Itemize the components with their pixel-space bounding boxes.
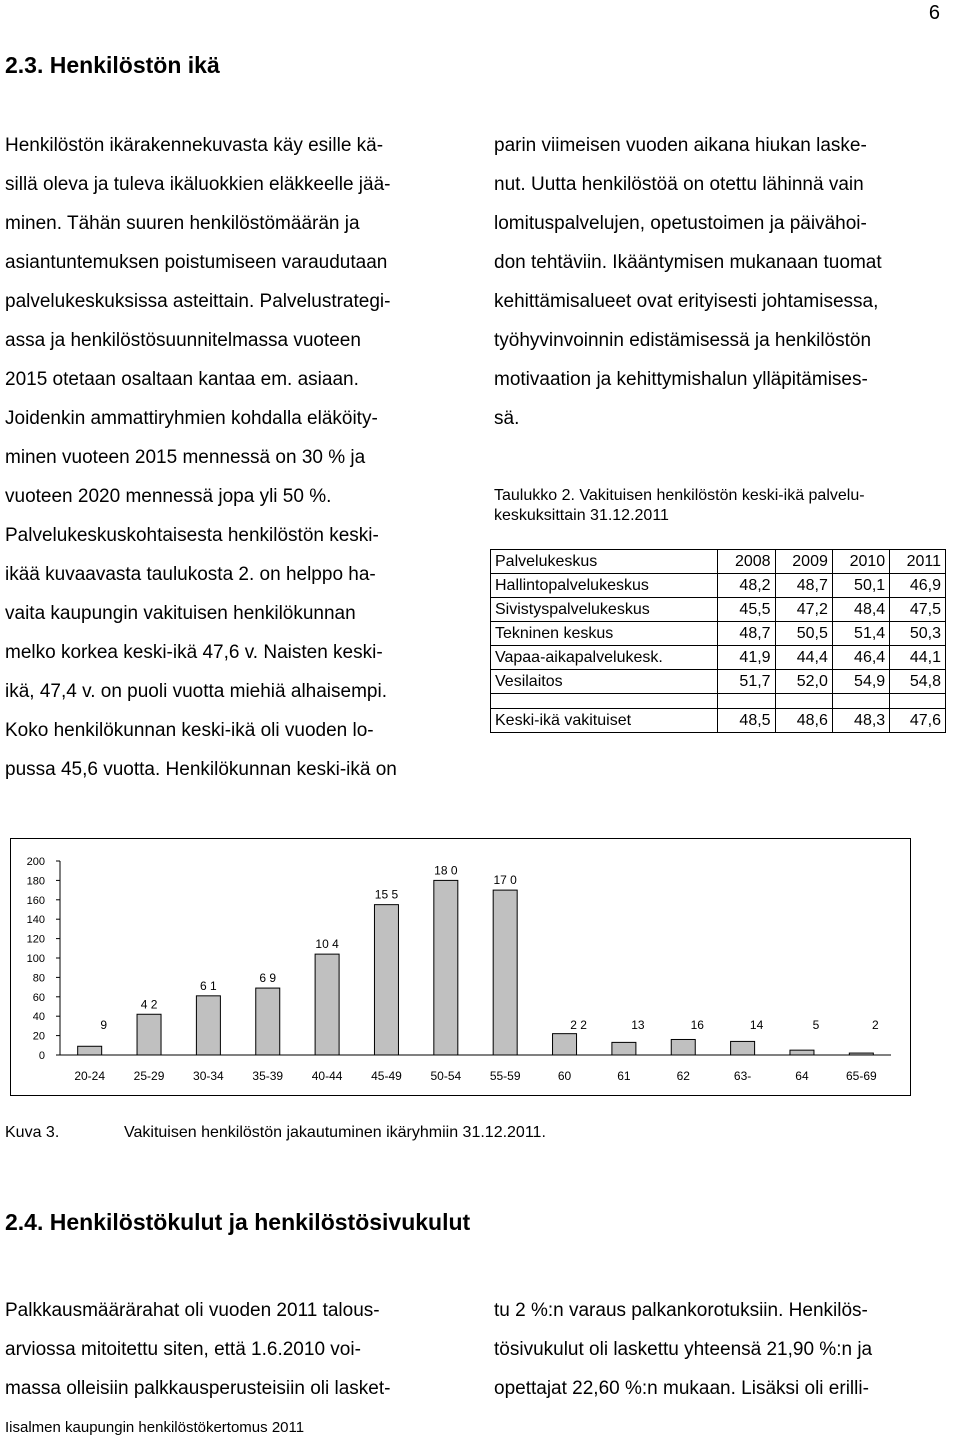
table-cell: 41,9	[718, 646, 775, 670]
text-line: assa ja henkilöstösuunnitelmassa vuoteen	[5, 330, 361, 351]
text-line: melko korkea keski-ikä 47,6 v. Naisten keski-	[5, 642, 383, 663]
y-tick-label: 20	[32, 1030, 45, 1043]
chart-bar	[671, 1039, 695, 1055]
age-distribution-chart	[10, 838, 911, 1096]
table-cell: 47,5	[890, 598, 946, 622]
page-number: 6	[928, 2, 940, 24]
table-header-cell: 2010	[832, 550, 889, 574]
table-cell: 50,1	[832, 574, 889, 598]
table-row	[491, 646, 946, 670]
figure-caption-text: Vakituisen henkilöstön jakautuminen ikäryhmiin 31.12.2011.	[124, 1124, 546, 1141]
table-spacer-row	[491, 694, 946, 709]
age-distribution-chart-svg	[11, 839, 909, 1094]
x-tick-label: 40-44	[311, 1069, 343, 1083]
x-tick-label: 20-24	[74, 1069, 106, 1083]
x-tick-label: 60	[557, 1069, 572, 1083]
text-line: Palvelukeskuskohtaisesta henkilöstön keski-	[5, 525, 379, 546]
table-header-cell: 2011	[890, 550, 946, 574]
chart-bar	[196, 996, 220, 1055]
chart-bar	[849, 1053, 873, 1055]
figure-caption-label: Kuva 3.	[5, 1124, 60, 1141]
page-footer: Iisalmen kaupungin henkilöstökertomus 2011	[5, 1419, 305, 1436]
table-cell: 51,7	[718, 670, 775, 694]
chart-bar	[78, 1046, 102, 1055]
table-cell: 48,7	[775, 574, 832, 598]
text-line: Henkilöstön ikärakennekuvasta käy esille kä-	[5, 135, 384, 156]
table-cell: 52,0	[775, 670, 832, 694]
chart-bar	[553, 1034, 577, 1055]
y-tick-label: 140	[26, 914, 45, 927]
table-cell: 46,9	[890, 574, 946, 598]
bar-value-label: 9	[100, 1018, 108, 1032]
y-tick-label: 80	[32, 972, 45, 985]
table-cell: 51,4	[832, 622, 889, 646]
x-tick-label: 63-	[733, 1069, 752, 1083]
text-line: palvelukeskuksissa asteittain. Palvelustrategi-	[5, 291, 391, 312]
table-cell: 48,4	[832, 598, 889, 622]
table-cell: 50,5	[775, 622, 832, 646]
text-line: lomituspalvelujen, opetustoimen ja päivähoi-	[494, 213, 867, 234]
section-title-2-4: 2.4. Henkilöstökulut ja henkilöstösivukulut	[5, 1209, 471, 1235]
chart-bar	[137, 1014, 161, 1055]
y-tick-label: 180	[26, 875, 45, 888]
table-cell: 47,2	[775, 598, 832, 622]
table-cell: 54,8	[890, 670, 946, 694]
text-line: arviossa mitoitettu siten, että 1.6.2010 voi-	[5, 1339, 361, 1360]
bar-value-label: 6 9	[259, 971, 277, 986]
text-line: työhyvinvoinnin edistämisessä ja henkilöstön	[494, 330, 872, 351]
table-cell: 44,4	[775, 646, 832, 670]
x-tick-label: 30-34	[193, 1069, 224, 1083]
table2-avg-age	[490, 549, 946, 733]
table-cell: Vapaa-aikapalvelukesk.	[491, 646, 718, 670]
x-tick-label: 64	[795, 1069, 809, 1083]
text-line: opettajat 22,60 %:n mukaan. Lisäksi oli erilli-	[494, 1378, 869, 1399]
y-tick-label: 160	[26, 894, 45, 907]
x-tick-label: 62	[676, 1069, 690, 1083]
text-line: don tehtäviin. Ikääntymisen mukanaan tuomat	[494, 252, 882, 273]
text-line: massa olleisiin palkkausperusteisiin oli lasket-	[5, 1378, 391, 1399]
bottom-left-text-column	[5, 1291, 475, 1408]
bar-value-label: 5	[812, 1018, 820, 1032]
bar-value-label: 16	[690, 1018, 704, 1032]
table-cell: Vesilaitos	[491, 670, 718, 694]
text-line: tösivukulut oli laskettu yhteensä 21,90 %:n ja	[494, 1339, 873, 1360]
x-tick-label: 65-69	[845, 1069, 877, 1083]
x-tick-label: 25-29	[133, 1069, 165, 1083]
text-line: ikää kuvaavasta taulukosta 2. on helppo ha-	[5, 564, 376, 585]
x-tick-label: 35-39	[252, 1069, 284, 1083]
text-line: minen. Tähän suuren henkilöstömäärän ja	[5, 213, 360, 234]
bottom-right-text-column	[494, 1291, 954, 1408]
text-line: tu 2 %:n varaus palkankorotuksiin. Henkilös-	[494, 1300, 868, 1321]
left-text-column	[5, 126, 475, 789]
text-line: asiantuntemuksen poistumiseen varaudutaan	[5, 252, 388, 273]
text-line: kehittämisalueet ovat erityisesti johtamisessa,	[494, 291, 879, 312]
text-line: parin viimeisen vuoden aikana hiukan laske-	[494, 135, 867, 156]
text-line: Koko henkilökunnan keski-ikä oli vuoden lo-	[5, 720, 374, 741]
bar-value-label: 2	[871, 1018, 879, 1032]
y-tick-label: 200	[26, 856, 45, 868]
chart-bar	[315, 954, 339, 1055]
text-line: 2015 otetaan osaltaan kantaa em. asiaan.	[5, 369, 359, 390]
table-cell: 48,2	[718, 574, 775, 598]
x-tick-label: 50-54	[430, 1069, 462, 1083]
text-line: vuoteen 2020 mennessä jopa yli 50 %.	[5, 486, 332, 507]
table2-caption-line1: Taulukko 2. Vakituisen henkilöstön keski-ikä palvelu-	[494, 487, 865, 504]
table-header-cell: 2008	[718, 550, 775, 574]
text-line: sä.	[494, 408, 520, 429]
right-text-column	[494, 126, 954, 438]
table-cell: 47,6	[890, 709, 946, 733]
text-line: Joidenkin ammattiryhmien kohdalla eläköity-	[5, 408, 378, 429]
table-header-cell: 2009	[775, 550, 832, 574]
y-tick-label: 0	[38, 1050, 45, 1062]
y-tick-label: 40	[32, 1011, 45, 1024]
table-cell: 44,1	[890, 646, 946, 670]
chart-bar	[612, 1042, 636, 1055]
y-tick-label: 60	[32, 991, 45, 1004]
bar-value-label: 18 0	[434, 863, 458, 878]
bar-value-label: 10 4	[315, 937, 339, 952]
text-line: ikä, 47,4 v. on puoli vuotta miehiä alhaisempi.	[5, 681, 387, 702]
bar-value-label: 14	[749, 1018, 764, 1032]
table-cell: 50,3	[890, 622, 946, 646]
text-line: sillä oleva ja tuleva ikäluokkien eläkkeelle jää-	[5, 174, 391, 195]
chart-bar	[731, 1041, 755, 1055]
table-row	[491, 598, 946, 622]
table-cell: 54,9	[832, 670, 889, 694]
table-cell: Keski-ikä vakituiset	[491, 709, 718, 733]
bar-value-label: 2 2	[570, 1018, 587, 1032]
x-tick-label: 45-49	[371, 1069, 402, 1083]
text-line: nut. Uutta henkilöstöä on otettu lähinnä vain	[494, 174, 864, 195]
table-header-cell: Palvelukeskus	[491, 550, 718, 574]
y-tick-label: 120	[26, 933, 45, 946]
chart-bar	[374, 905, 398, 1055]
chart-bar	[790, 1050, 814, 1055]
table-cell: Sivistyspalvelukeskus	[491, 598, 718, 622]
text-line: pussa 45,6 vuotta. Henkilökunnan keski-ikä on	[5, 759, 397, 780]
table-cell: Hallintopalvelukeskus	[491, 574, 718, 598]
table-cell: 45,5	[718, 598, 775, 622]
text-line: vaita kaupungin vakituisen henkilökunnan	[5, 603, 356, 624]
text-line: Palkkausmäärärahat oli vuoden 2011 talous-	[5, 1300, 380, 1321]
chart-bar	[434, 880, 458, 1055]
chart-bar	[256, 988, 280, 1055]
table-cell: 48,5	[718, 709, 775, 733]
text-line: motivaation ja kehittymishalun ylläpitämises-	[494, 369, 868, 390]
table-cell: Tekninen keskus	[491, 622, 718, 646]
y-tick-label: 100	[26, 953, 45, 965]
table-cell: 46,4	[832, 646, 889, 670]
table-cell: 48,3	[832, 709, 889, 733]
table-cell: 48,7	[718, 622, 775, 646]
bar-value-label: 6 1	[200, 978, 217, 993]
table-cell: 48,6	[775, 709, 832, 733]
section-title-2-3: 2.3. Henkilöstön ikä	[5, 52, 220, 78]
table-total-row	[491, 709, 946, 733]
table-row	[491, 670, 946, 694]
bar-value-label: 15 5	[374, 887, 399, 902]
table2-caption	[494, 486, 865, 526]
table2-caption-line2: keskuksittain 31.12.2011	[494, 507, 669, 524]
table-header-row	[491, 550, 946, 574]
text-line: minen vuoteen 2015 mennessä on 30 % ja	[5, 447, 366, 468]
x-tick-label: 55-59	[489, 1069, 521, 1083]
x-tick-label: 61	[617, 1069, 631, 1083]
bar-value-label: 17 0	[493, 873, 517, 888]
table-row	[491, 574, 946, 598]
chart-bar	[493, 890, 517, 1055]
bar-value-label: 4 2	[140, 997, 158, 1012]
bar-value-label: 13	[631, 1018, 645, 1032]
table-row	[491, 622, 946, 646]
